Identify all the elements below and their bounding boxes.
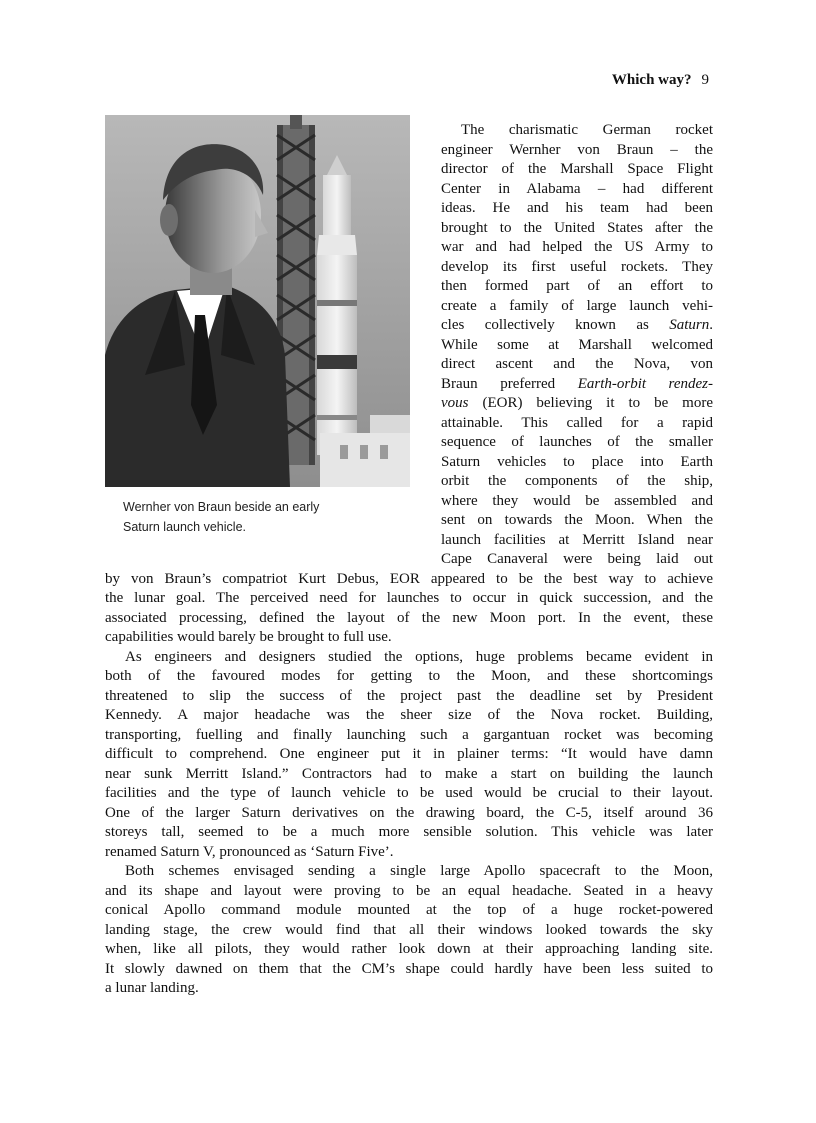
column-line: Braun preferred Earth-orbit rendez- [441, 375, 713, 392]
body-line: and its shape and layout were proving to be an equal headache. Seated in a heavy [105, 882, 713, 899]
column-line: While some at Marshall welcomed [441, 336, 713, 353]
running-head-title: Which way? [611, 72, 692, 88]
column-line: war and had helped the US Army to [441, 239, 713, 255]
column-line: attainable. This called for a rapid [441, 414, 713, 431]
column-line: director of the Marshall Space Flight [441, 161, 713, 177]
column-line: where they would be assembled and [441, 492, 713, 509]
body-line: difficult to comprehend. One engineer put it in plainer terms: “It would have damn [105, 746, 713, 762]
column-line: sent on towards the Moon. When the [441, 512, 713, 528]
body-line: when, like all pilots, they would rather look down at their approaching landing site. [105, 941, 713, 957]
column-line: vous (EOR) believing it to be more [441, 395, 713, 411]
body-line: by von Braun’s compatriot Kurt Debus, EOR appeared to be the best way to achieve [105, 570, 713, 587]
saturn-rocket-icon [317, 155, 357, 455]
body-line: landing stage, the crew would find that all their windows looked towards the sky [105, 921, 713, 938]
column-line: sequence of launches of the smaller [441, 434, 713, 450]
column-line: ideas. He and his team had been [441, 200, 713, 216]
body-line: As engineers and designers studied the options, huge problems became evident in [125, 648, 713, 665]
body-line: associated processing, defined the layout of the new Moon port. In the event, these [105, 609, 713, 626]
column-line: Saturn vehicles to place into Earth [441, 453, 713, 470]
column-line: orbit the components of the ship, [441, 473, 713, 489]
column-line: create a family of large launch vehi- [441, 297, 713, 314]
column-line: engineer Wernher von Braun – the [441, 141, 713, 158]
body-line: transporting, fuelling and finally launching such a gargantuan rocket was becoming [105, 726, 713, 743]
body-line: both of the favoured modes for getting to the Moon, and these shortcomings [105, 668, 713, 684]
body-line: Both schemes envisaged sending a single large Apollo spacecraft to the Moon, [125, 863, 713, 879]
body-line: facilities and the type of launch vehicle to be used would be crucial to their layout. [105, 785, 713, 801]
caption-line: Saturn launch vehicle. [123, 520, 246, 534]
body-line: renamed Saturn V, pronounced as ‘Saturn Five’. [105, 843, 394, 860]
body-line: the lunar goal. The perceived need for launches to occur in quick succession, and the [105, 590, 713, 606]
body-line: threatened to slip the success of the project past the deadline set by President [105, 687, 713, 704]
body-line: conical Apollo command module mounted at the top of a huge rocket-powered [105, 902, 713, 918]
body-line: near sunk Merritt Island.” Contractors had to make a start on building the launch [105, 765, 713, 782]
body-line: storeys tall, seemed to be a much more sensible solution. This vehicle was later [105, 824, 713, 840]
column-line: brought to the United States after the [441, 219, 713, 236]
figure-photograph [105, 115, 410, 487]
figure-caption [123, 497, 413, 537]
page-number: 9 [701, 72, 709, 88]
body-line: a lunar landing. [105, 980, 199, 996]
body-line: Kennedy. A major headache was the sheer size of the Nova rocket. Building, [105, 707, 713, 723]
column-line: launch facilities at Merritt Island near [441, 531, 713, 548]
column-line: The charismatic German rocket [461, 122, 713, 138]
column-line: Center in Alabama – had different [441, 180, 713, 197]
caption-line: Wernher von Braun beside an early [123, 500, 320, 514]
body-line: It slowly dawned on them that the CM’s shape could hardly have been less suited to [105, 960, 713, 977]
column-line: then formed part of an effort to [441, 278, 713, 294]
running-head [612, 70, 709, 90]
photograph-von-braun-saturn [105, 115, 410, 487]
body-line: capabilities would barely be brought to full use. [105, 629, 392, 645]
column-line: direct ascent and the Nova, von [441, 356, 713, 372]
column-line: Cape Canaveral were being laid out [441, 551, 713, 567]
column-line: develop its first useful rockets. They [441, 258, 713, 275]
column-line: cles collectively known as Saturn. [441, 317, 713, 333]
body-line: One of the larger Saturn derivatives on the drawing board, the C-5, itself around 36 [105, 804, 713, 821]
